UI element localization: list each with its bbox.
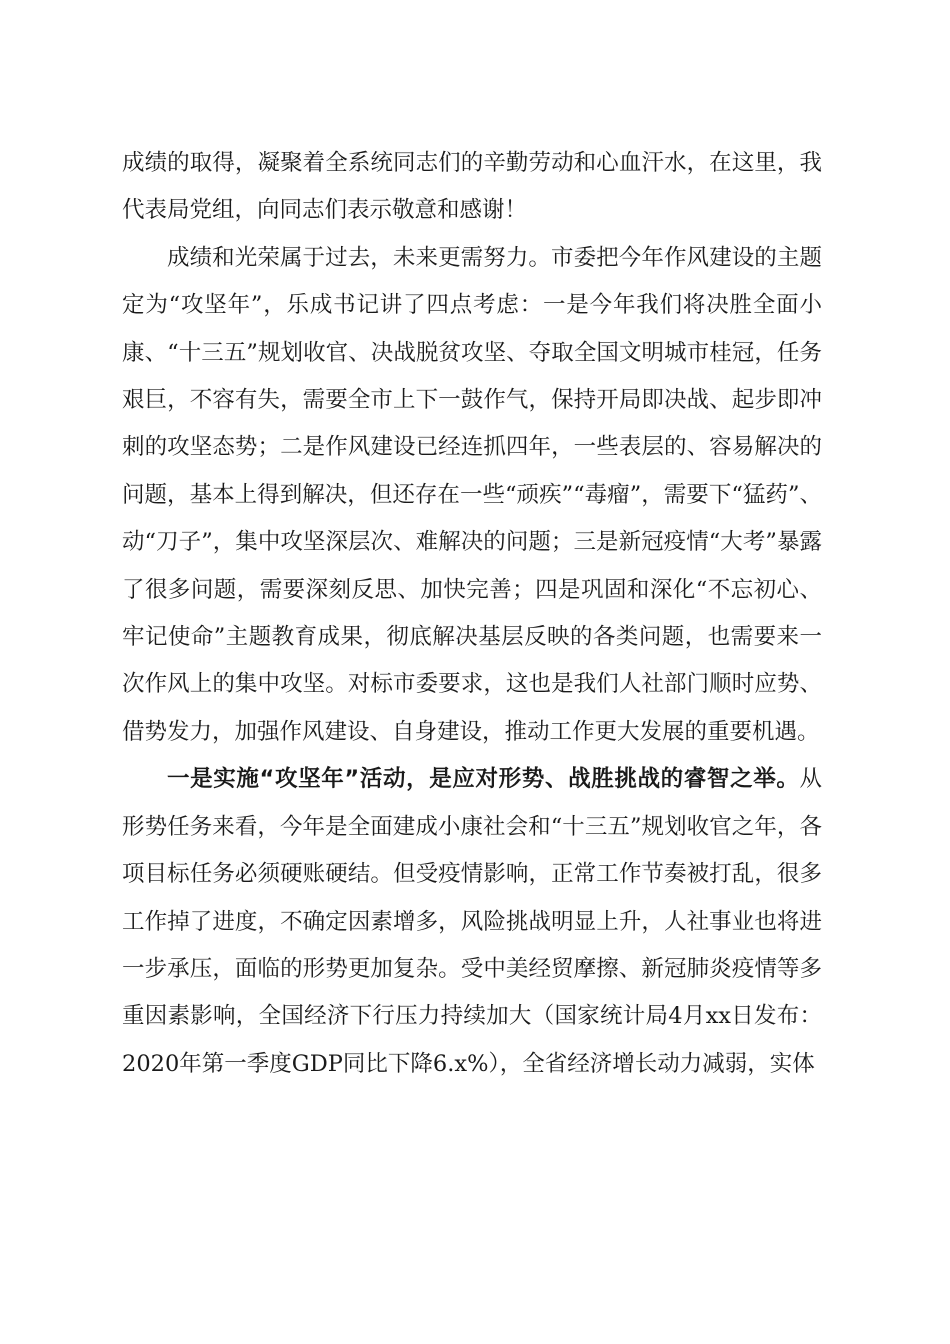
paragraph-text: 成绩和光荣属于过去，未来更需努力。市委把今年作风建设的主题定为“攻坚年”，乐成书记讲了四点考虑：一是今年我们将决胜全面小康、“十三五”规划收官、决战脱贫攻坚、夺取全国文明城市桂冠，任务艰巨，不容有失，需要全市上下一鼓作气，保持开局即决战、起步即冲刺的攻坚态势；二是作风建设已经连抓四年，一些表层的、容易解决的问题，基本上得到解决，但还存在一些“顽疾”“毒瘤”，需要下“猛药”、动“刀子”，集中攻坚深层次、难解决的问题；三是新冠疫情“大考”暴露了很多问题，需要深刻反思、加快完善；四是巩固和深化“不忘初心、牢记使命”主题教育成果，彻底解决基层反映的各类问题，也需要来一次作风上的集中攻坚。对标市委要求，这也是我们人社部门顺时应势、借势发力，加强作风建设、自身建设，推动工作更大发展的重要机遇。 [122,244,822,745]
paragraph-continuation [122,140,822,235]
paragraph-lead-sentence: 一是实施“攻坚年”活动，是应对形势、战胜挑战的睿智之举。 [167,766,800,793]
paragraph-achievements-and-future [122,235,822,756]
paragraph-text: 从形势任务来看，今年是全面建成小康社会和“十三五”规划收官之年，各项目标任务必须硬账硬结。但受疫情影响，正常工作节奏被打乱，很多工作掉了进度，不确定因素增多，风险挑战明显上升，人社事业也将进一步承压，面临的形势更加复杂。受中美经贸摩擦、新冠肺炎疫情等多重因素影响，全国经济下行压力持续加大（国家统计局4月xx日发布：2020年第一季度GDP同比下降6.x%），全省经济增长动力减弱，实体 [122,766,822,1077]
paragraph-first-point [122,756,822,1088]
document-body [122,140,822,1088]
paragraph-text: 成绩的取得，凝聚着全系统同志们的辛勤劳动和心血汗水，在这里，我代表局党组，向同志们表示敬意和感谢！ [122,150,822,224]
